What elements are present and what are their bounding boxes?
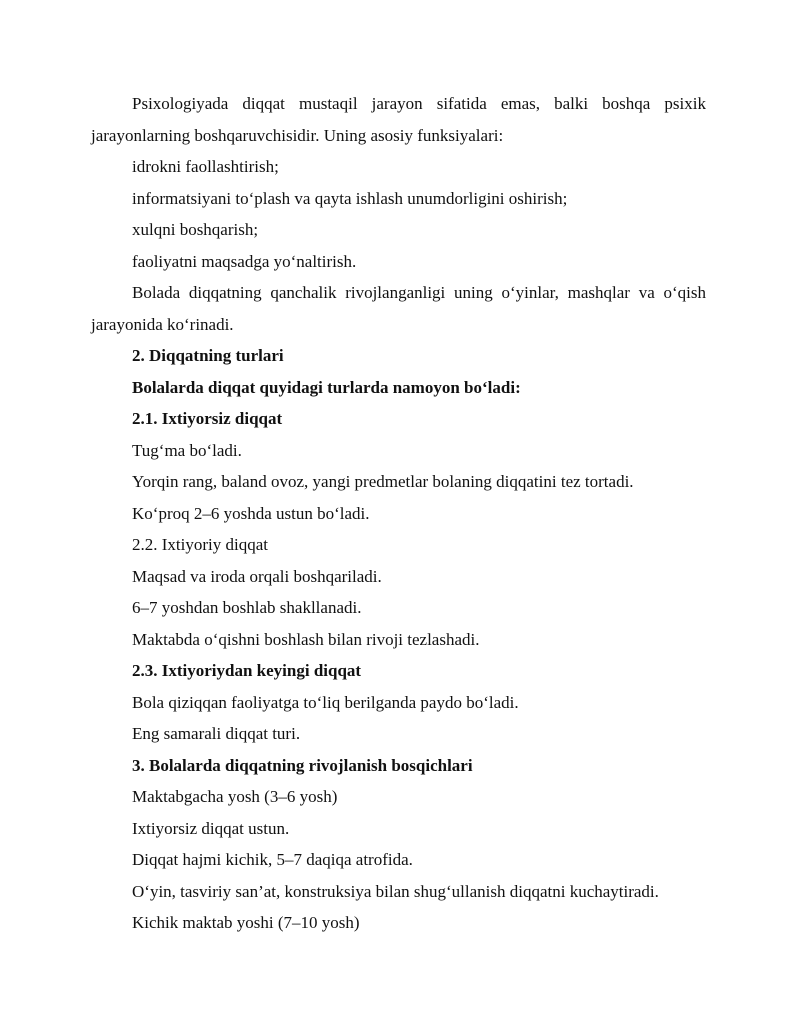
heading-line: 2.1. Ixtiyorsiz diqqat	[132, 409, 283, 428]
document-body	[91, 88, 706, 939]
text-line: Maqsad va iroda orqali boshqariladi.	[132, 566, 382, 586]
text-line: idrokni faollashtirish;	[132, 157, 279, 176]
text-line: Ko‘proq 2–6 yoshda ustun bo‘ladi.	[132, 503, 370, 523]
text-line: Maktabgacha yosh (3–6 yosh)	[132, 787, 338, 806]
text-line: Eng samarali diqqat turi.	[132, 724, 301, 743]
text-line: Kichik maktab yoshi (7–10 yosh)	[132, 913, 360, 932]
text-line: Maktabda o‘qishni boshlash bilan rivoji tezlashadi.	[132, 629, 480, 649]
heading-line: 2.3. Ixtiyoriydan keyingi diqqat	[132, 661, 362, 680]
text-line: jarayonlarning boshqaruvchisidir. Uning asosiy funksiyalari:	[91, 125, 504, 145]
text-line: Diqqat hajmi kichik, 5–7 daqiqa atrofida.	[132, 850, 413, 869]
text-line: Bola qiziqqan faoliyatga to‘liq berilganda paydo bo‘ladi.	[132, 692, 519, 712]
text-line: 2.2. Ixtiyoriy diqqat	[132, 535, 268, 554]
text-line: 6–7 yoshdan boshlab shakllanadi.	[132, 598, 362, 617]
text-line: Yorqin rang, baland ovoz, yangi predmetlar bolaning diqqatini tez tortadi.	[132, 472, 634, 491]
text-line: jarayonida ko‘rinadi.	[91, 314, 234, 334]
text-line: faoliyatni maqsadga yo‘naltirish.	[132, 251, 357, 271]
text-line: Bolada diqqatning qanchalik rivojlanganligi uning o‘yinlar, mashqlar va o‘qish	[132, 283, 706, 302]
text-line: xulqni boshqarish;	[132, 220, 259, 239]
heading-line: Bolalarda diqqat quyidagi turlarda namoyon bo‘ladi:	[132, 377, 521, 397]
heading-line: 2. Diqqatning turlari	[132, 346, 284, 365]
text-line: informatsiyani to‘plash va qayta ishlash unumdorligini oshirish;	[132, 188, 568, 208]
heading-line: 3. Bolalarda diqqatning rivojlanish bosqichlari	[132, 755, 473, 775]
text-line: Tug‘ma bo‘ladi.	[132, 440, 242, 460]
text-line: O‘yin, tasviriy san’at, konstruksiya bilan shug‘ullanish diqqatni kuchaytiradi.	[132, 881, 659, 901]
text-line: Ixtiyorsiz diqqat ustun.	[132, 818, 290, 838]
text-line: Psixologiyada diqqat mustaqil jarayon sifatida emas, balki boshqa psixik	[132, 94, 706, 113]
